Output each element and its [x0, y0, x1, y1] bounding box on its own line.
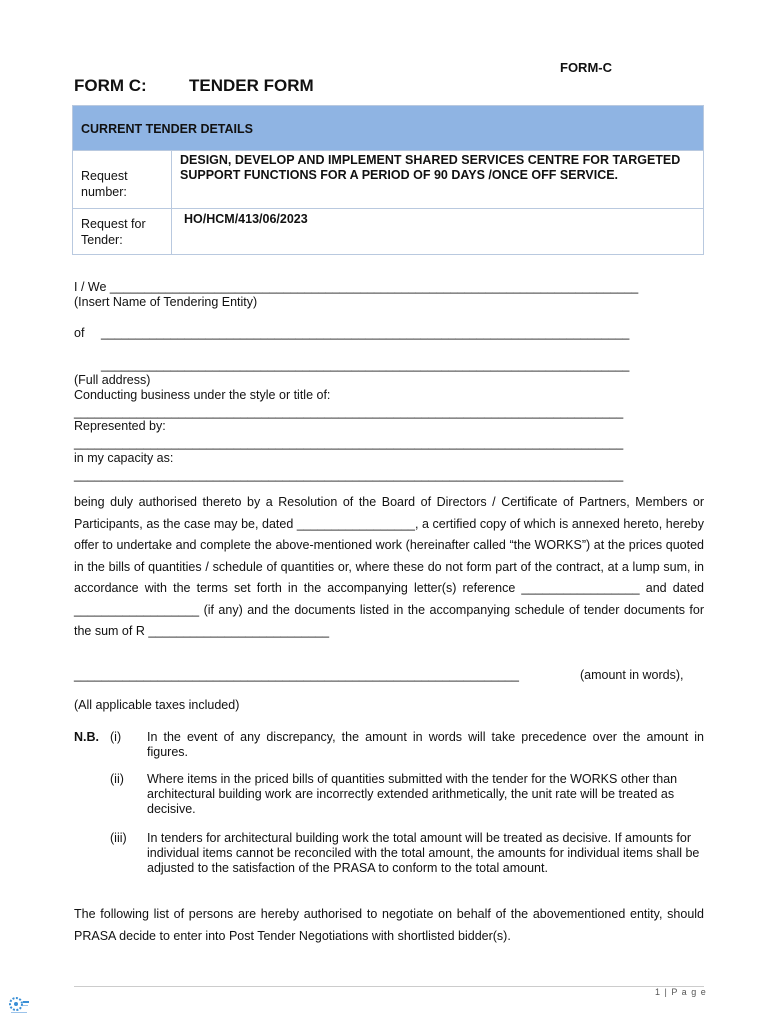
offer-paragraph: being duly authorised thereto by a Resolution of the Board of Directors / Certificate of Partners, Members or Participants, as the case may be, dated _________________, a certified copy of which is annexed hereto, hereby offer to undertake and complete the above-mentioned work (hereinafter called “the WORKS”) at the prices quoted in the bills of quantities / schedule of quantities or, where these do not form part of the contract, at a lump sum, in accordance with the terms set forth in the accompanying letter(s) reference _________________ and dated __________________ (if any) and the documents listed in the accompanying schedule of tender documents for the sum of R __________________________	[74, 495, 704, 638]
capacity-label: in my capacity as:	[74, 451, 174, 465]
request-number-value-cell	[172, 151, 704, 209]
tenderer-name-field[interactable]: I / We ____________________________________________________________________________	[74, 280, 639, 294]
taxes-note: (All applicable taxes included)	[74, 698, 240, 712]
nb-label: N.B.	[74, 730, 99, 744]
address-field-2[interactable]: ____________________________________________________________________________	[101, 358, 630, 372]
amount-words-label: (amount in words),	[580, 668, 684, 682]
represented-label: Represented by:	[74, 419, 166, 433]
request-for-label-cell	[73, 209, 172, 255]
footer-divider	[74, 986, 704, 987]
request-number-label-cell	[73, 151, 172, 209]
request-for-value: HO/HCM/413/06/2023	[184, 212, 308, 226]
closing-paragraph: The following list of persons are hereby authorised to negotiate on behalf of the abovementioned entity, should PRASA decide to enter into Post Tender Negotiations with shortlisted bidder(s).	[74, 907, 704, 943]
conducting-label: Conducting business under the style or title of:	[74, 388, 331, 402]
nb-item-2-num: (ii)	[110, 772, 124, 786]
capacity-field[interactable]: _______________________________________________________________________________	[74, 468, 624, 482]
nb-item-3-num: (iii)	[110, 831, 127, 845]
nb-item-3-text: In tenders for architectural building work the total amount will be treated as decisive. If amounts for individual items cannot be reconciled with the total amount, the amounts for individual items shall be adjusted to the satisfaction of the PRASA to conform to the total amount.	[147, 831, 700, 875]
entity-hint: (Insert Name of Tendering Entity)	[74, 295, 258, 309]
address-field-1[interactable]: ____________________________________________________________________________	[101, 326, 630, 340]
tender-details-table	[72, 105, 704, 255]
nb-item-1-num: (i)	[110, 730, 122, 744]
address-hint: (Full address)	[74, 373, 151, 387]
form-label: FORM C:	[74, 76, 147, 95]
of-label: of	[74, 326, 85, 340]
request-number-label: Request number:	[81, 169, 128, 199]
form-title: TENDER FORM	[189, 76, 314, 95]
request-for-value-cell	[172, 209, 704, 255]
request-number-value: DESIGN, DEVELOP AND IMPLEMENT SHARED SERVICES CENTRE FOR TARGETED SUPPORT FUNCTIONS FOR A PERIOD OF 90 DAYS /ONCE OFF SERVICE.	[180, 153, 681, 182]
business-title-field[interactable]: _______________________________________________________________________________	[74, 405, 624, 419]
page-title	[74, 76, 314, 96]
form-tag: FORM-C	[560, 60, 612, 75]
page-number: 1 | P a g e	[655, 987, 707, 997]
representative-field[interactable]: _______________________________________________________________________________	[74, 436, 624, 450]
nb-item-1-text: In the event of any discrepancy, the amount in words will take precedence over the amount in figures.	[147, 730, 704, 759]
request-for-label: Request for Tender:	[81, 217, 146, 247]
amount-words-field[interactable]: ________________________________________________________________	[74, 668, 519, 682]
nb-item-2-text: Where items in the priced bills of quantities submitted with the tender for the WORKS other than architectural building work are incorrectly extended arithmetically, the unit rate will be treated as decisive.	[147, 772, 678, 816]
prasa-logo-icon	[8, 996, 30, 1018]
tender-details-heading: CURRENT TENDER DETAILS	[73, 106, 704, 151]
